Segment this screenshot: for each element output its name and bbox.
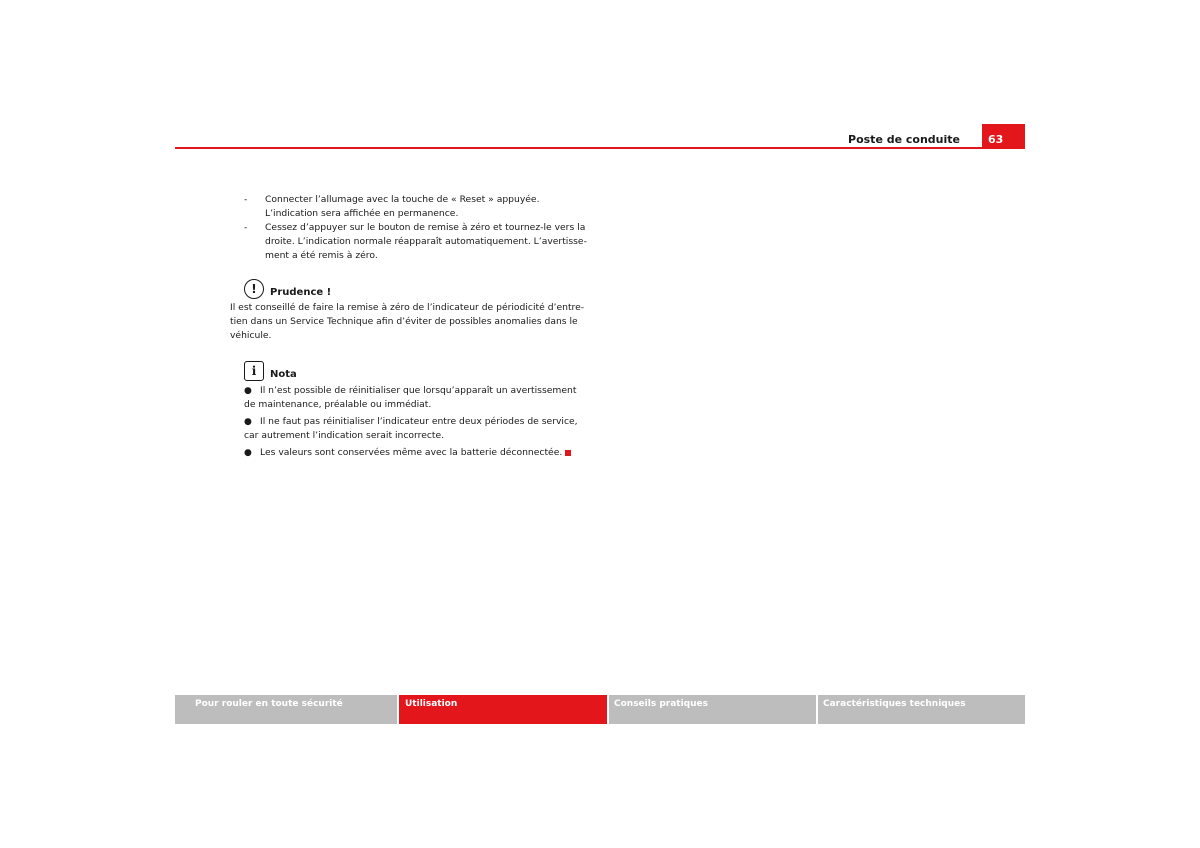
end-of-section-icon (565, 450, 571, 456)
note-bullet (244, 446, 590, 460)
note-header (244, 359, 590, 381)
note-bullet (244, 384, 590, 412)
tab-caracteristiques-techniques[interactable]: Caractéristiques techniques (818, 695, 1025, 724)
header-rule (175, 147, 1025, 149)
caution-header (244, 277, 590, 299)
footer-tabs (175, 695, 1025, 724)
note-title: Nota (270, 369, 297, 380)
section-title: Poste de conduite (848, 133, 960, 146)
exclamation-icon: ! (244, 279, 264, 299)
caution-box (230, 277, 590, 343)
bullet-icon: ● (244, 448, 252, 458)
page-content (230, 193, 590, 460)
step-dash: - (244, 222, 248, 233)
step-text: Cessez d’appuyer sur le bouton de remise à zéro et tournez-le vers la droite. L’indication normale réapparaît automatiquement. L’avertissement a été remis à zéro. (265, 222, 587, 261)
tab-conseils-pratiques[interactable]: Conseils pratiques (609, 695, 816, 724)
note-box (244, 359, 590, 460)
bullet-icon: ● (244, 417, 252, 427)
step-text: Connecter l’allumage avec la touche de « Reset » appuyée. L’indication sera affichée en permanence. (265, 194, 540, 219)
page-number: 63 (982, 124, 1025, 148)
caution-title: Prudence ! (270, 287, 332, 298)
step-item (244, 193, 590, 221)
bullet-text: Il ne faut pas réinitialiser l’indicateur entre deux périodes de service, car autrement l’indication serait incorrecte. (244, 416, 578, 441)
step-item (244, 221, 590, 263)
caution-body: Il est conseillé de faire la remise à zéro de l’indicateur de périodicité d’entretien dans un Service Technique afin d’éviter de possibles anomalies dans le véhicule. (230, 302, 585, 341)
note-bullet (244, 415, 590, 443)
info-icon: i (244, 361, 264, 381)
bullet-icon: ● (244, 386, 252, 396)
bullet-text: Les valeurs sont conservées même avec la batterie déconnectée. (260, 447, 563, 458)
tab-utilisation[interactable]: Utilisation (399, 695, 607, 724)
bullet-text: Il n’est possible de réinitialiser que lorsqu’apparaît un avertissement de maintenance, préalable ou immédiat. (244, 385, 577, 410)
step-dash: - (244, 194, 248, 205)
tab-pour-rouler-en-toute-securite[interactable]: Pour rouler en toute sécurité (175, 695, 397, 724)
